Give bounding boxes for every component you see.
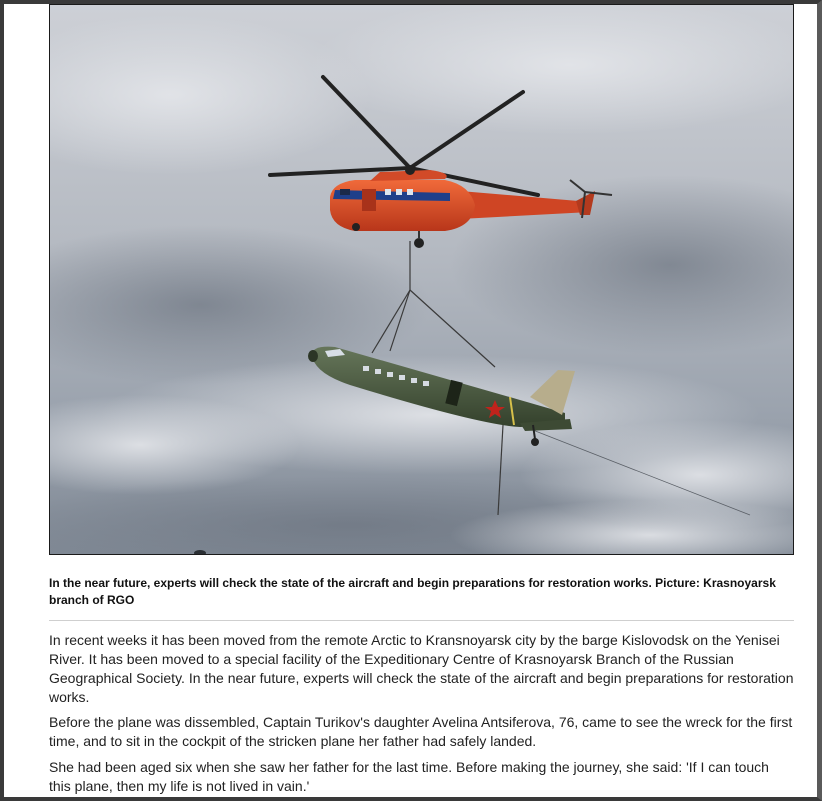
photo-illustration xyxy=(50,5,793,554)
caption-divider xyxy=(49,620,794,621)
article-paragraph: Before the plane was dissembled, Captain Turikov's daughter Avelina Antsiferova, 76, came to see the wreck for the first time, and to sit in the cockpit of the stricken plane her father had safely landed. xyxy=(49,714,793,749)
article-paragraph: She had been aged six when she saw her father for the last time. Before making the journey, she said: 'If I can touch this plane, then my life is not lived in vain.' xyxy=(49,759,769,794)
article-paragraph: In recent weeks it has been moved from the remote Arctic to Kransnoyarsk city by the barge Kislovodsk on the Yenisei River. It has been moved to a special facility of the Expeditionary Centre of Krasnoyarsk Branch of the Russian Geographical Society. In the near future, experts will check the state of the aircraft and begin preparations for restoration works. xyxy=(49,632,794,705)
photo-caption: In the near future, experts will check the state of the aircraft and begin preparations for restoration works. Picture: Krasnoyarsk branch of RGO xyxy=(49,576,776,607)
article-photo xyxy=(49,4,794,555)
